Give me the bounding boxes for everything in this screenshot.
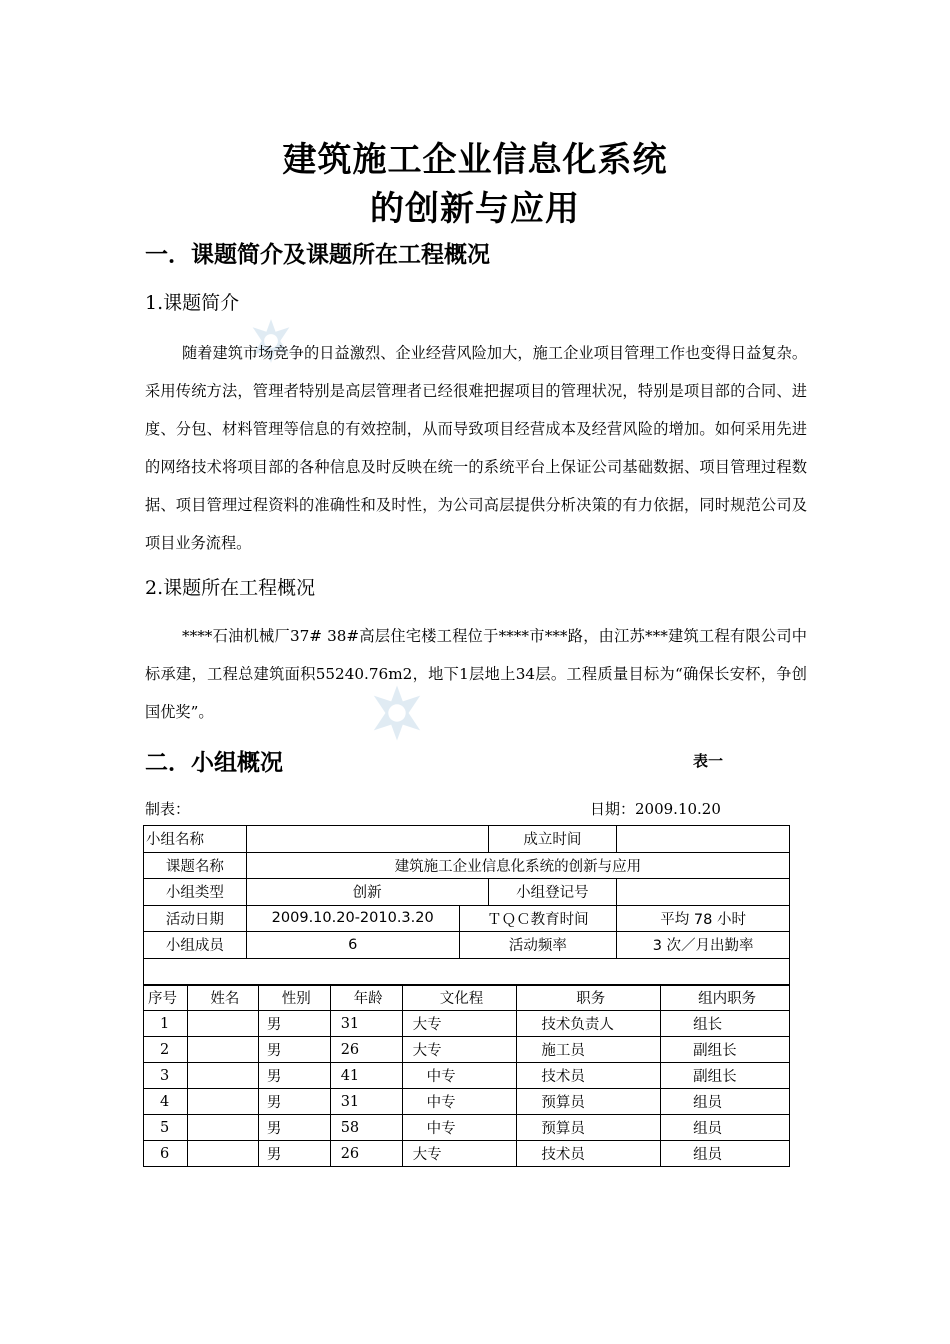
members-header-row (144, 985, 790, 1011)
table-date-label: 日期：2009.10.20 (590, 800, 721, 818)
table-row (144, 1141, 790, 1167)
cell-gender: 男 (258, 1063, 330, 1089)
paragraph-project-overview: ****石油机械厂37# 38#高层住宅楼工程位于****市***路，由江苏***建筑工程有限公司中标承建，工程总建筑面积55240.76m2，地下1层地上34层。工程质量目标为“确保长安杯，争创国优奖”。 (145, 627, 807, 721)
cell-name (187, 1089, 258, 1115)
cell-position: 技术员 (517, 1141, 661, 1167)
cell-education: 大专 (402, 1141, 517, 1167)
table-row (144, 1115, 790, 1141)
cell-name (187, 1011, 258, 1037)
cell-education: 大专 (402, 1037, 517, 1063)
cell-position: 施工员 (517, 1037, 661, 1063)
founded-label: 成立时间 (488, 826, 617, 853)
table-row (144, 1037, 790, 1063)
cell-index: 1 (144, 1011, 188, 1037)
header-gender: 性别 (258, 985, 330, 1011)
group-name-label: 小组名称 (144, 826, 247, 853)
cell-group-role: 副组长 (661, 1037, 790, 1063)
document-title-line2: 的创新与应用 (370, 189, 580, 229)
table-row (144, 1089, 790, 1115)
founded-value (617, 826, 790, 853)
document-title-line1: 建筑施工企业信息化系统 (282, 140, 668, 180)
cell-index: 5 (144, 1115, 188, 1141)
activity-period-value: 2009.10.20-2010.3.20 (246, 905, 459, 932)
subheading-topic-intro: 1.课题简介 (145, 292, 240, 314)
table-maker-label: 制表： (145, 800, 191, 818)
activity-period-label: 活动日期 (144, 905, 247, 932)
blank-row (144, 958, 790, 985)
cell-education: 中专 (402, 1089, 517, 1115)
cell-index: 4 (144, 1089, 188, 1115)
members-table (143, 984, 790, 1167)
tqc-education-label: ＴＱＣ教育时间 (459, 905, 617, 932)
header-name: 姓名 (187, 985, 258, 1011)
group-name-value (246, 826, 488, 853)
section-heading-2: 二．小组概况 (145, 749, 283, 776)
cell-age: 58 (330, 1115, 402, 1141)
table-row (144, 1011, 790, 1037)
activity-frequency-value: 3 次／月出勤率 (617, 932, 790, 959)
topic-label: 课题名称 (144, 852, 247, 879)
paragraph-topic-intro: 随着建筑市场竞争的日益激烈、企业经营风险加大，施工企业项目管理工作也变得日益复杂。采用传统方法，管理者特别是高层管理者已经很难把握项目的管理状况，特别是项目部的合同、进度、分包、材料管理等信息的有效控制，从而导致项目经营成本及经营风险的增加。如何采用先进的网络技术将项目部的各种信息及时反映在统一的系统平台上保证公司基础数据、项目管理过程数据、项目管理过程资料的准确性和及时性，为公司高层提供分析决策的有力依据，同时规范公司及项目业务流程。 (145, 344, 807, 552)
cell-name (187, 1063, 258, 1089)
cell-name (187, 1141, 258, 1167)
table-label: 表一 (693, 752, 724, 770)
header-age: 年龄 (330, 985, 402, 1011)
cell-group-role: 组长 (661, 1011, 790, 1037)
cell-age: 31 (330, 1011, 402, 1037)
cell-position: 预算员 (517, 1115, 661, 1141)
header-position: 职务 (517, 985, 661, 1011)
header-group-role: 组内职务 (661, 985, 790, 1011)
cell-name (187, 1037, 258, 1063)
cell-position: 技术负责人 (517, 1011, 661, 1037)
group-members-label: 小组成员 (144, 932, 247, 959)
registration-value (617, 879, 790, 906)
cell-group-role: 组员 (661, 1089, 790, 1115)
section-heading-1: 一．课题简介及课题所在工程概况 (145, 241, 490, 268)
registration-label: 小组登记号 (488, 879, 617, 906)
cell-gender: 男 (258, 1141, 330, 1167)
topic-value: 建筑施工企业信息化系统的创新与应用 (246, 852, 789, 879)
cell-age: 41 (330, 1063, 402, 1089)
cell-index: 3 (144, 1063, 188, 1089)
tqc-education-value: 平均 78 小时 (617, 905, 790, 932)
group-type-value: 创新 (246, 879, 488, 906)
header-education: 文化程 (402, 985, 517, 1011)
cell-position: 技术员 (517, 1063, 661, 1089)
cell-gender: 男 (258, 1011, 330, 1037)
cell-age: 26 (330, 1037, 402, 1063)
cell-education: 中专 (402, 1063, 517, 1089)
cell-education: 中专 (402, 1115, 517, 1141)
cell-gender: 男 (258, 1089, 330, 1115)
group-info-table (143, 825, 790, 986)
cell-age: 26 (330, 1141, 402, 1167)
cell-name (187, 1115, 258, 1141)
cell-gender: 男 (258, 1037, 330, 1063)
cell-education: 大专 (402, 1011, 517, 1037)
cell-age: 31 (330, 1089, 402, 1115)
group-type-label: 小组类型 (144, 879, 247, 906)
table-row (144, 1063, 790, 1089)
cell-position: 预算员 (517, 1089, 661, 1115)
cell-index: 6 (144, 1141, 188, 1167)
cell-group-role: 副组长 (661, 1063, 790, 1089)
subheading-project-overview: 2.课题所在工程概况 (145, 577, 316, 599)
activity-frequency-label: 活动频率 (459, 932, 617, 959)
header-index: 序号 (144, 985, 188, 1011)
cell-index: 2 (144, 1037, 188, 1063)
cell-gender: 男 (258, 1115, 330, 1141)
cell-group-role: 组员 (661, 1141, 790, 1167)
group-members-value: 6 (246, 932, 459, 959)
cell-group-role: 组员 (661, 1115, 790, 1141)
